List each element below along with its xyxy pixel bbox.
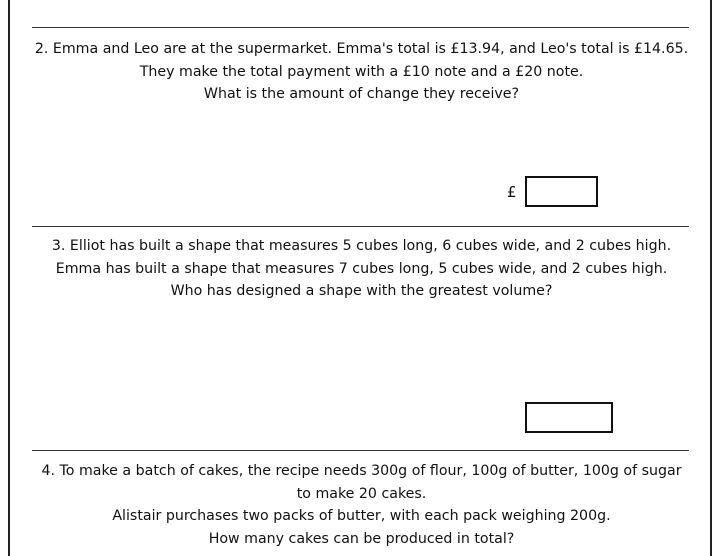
- answer-box-q3[interactable]: [525, 402, 613, 433]
- answer-box-q2[interactable]: [525, 176, 598, 207]
- question-3-line-3: Who has designed a shape with the greatest volume?: [170, 283, 553, 299]
- question-2-line-3: What is the amount of change they receive?: [203, 86, 520, 102]
- question-4: [34, 460, 689, 550]
- question-2-line-2: They make the total payment with a £10 note and a £20 note.: [139, 63, 584, 80]
- divider-q2-q3: [32, 226, 689, 227]
- question-4-line-3: How many cakes can be produced in total?: [208, 530, 515, 547]
- question-2-line-1: 2. Emma and Leo are at the supermarket. Emma's total is £13.94, and Leo's total is £14.65.: [34, 41, 689, 57]
- question-3: [34, 235, 689, 303]
- question-3-line-1: 3. Elliot has built a shape that measures 5 cubes long, 6 cubes wide, and 2 cubes high.: [51, 238, 672, 254]
- question-3-line-2: Emma has built a shape that measures 7 cubes long, 5 cubes wide, and 2 cubes high.: [55, 260, 668, 277]
- divider-q3-q4: [32, 450, 689, 451]
- currency-symbol: £: [507, 183, 517, 201]
- question-2: [34, 38, 689, 106]
- question-4-line-1: 4. To make a batch of cakes, the recipe needs 300g of flour, 100g of butter, 100g of sugar to make 20 cakes.: [41, 463, 682, 502]
- divider-top: [32, 27, 689, 28]
- question-4-line-2: Alistair purchases two packs of butter, with each pack weighing 200g.: [112, 508, 611, 524]
